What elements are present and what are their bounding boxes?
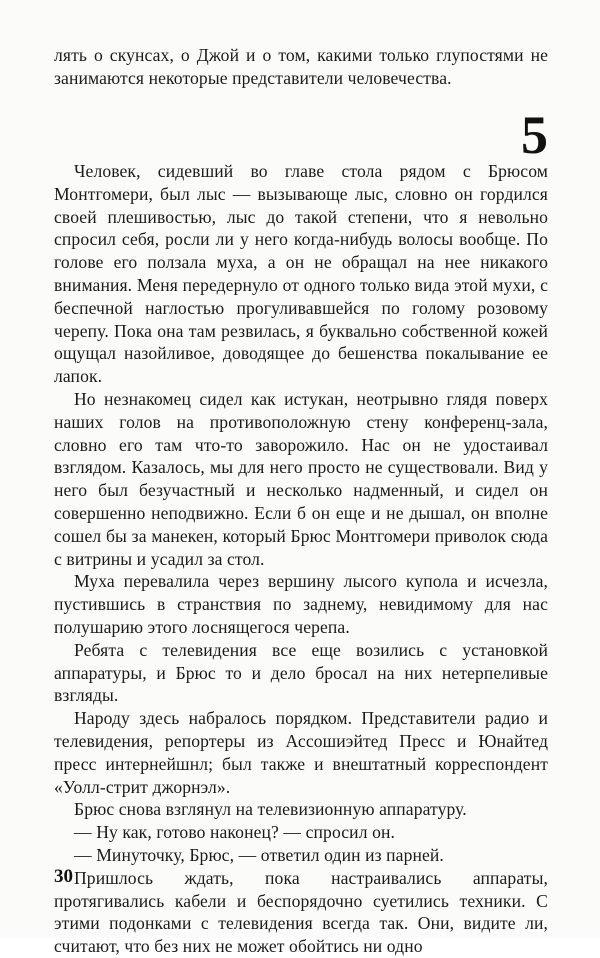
paragraph-5: Народу здесь набралось порядком. Представители радио и телевидения, репортеры из Ассошиэйтед Пресс и Юнайтед пресс интернейшнл; был также и внештатный корреспондент «Уолл-стрит джорнэл». [54, 708, 548, 797]
paragraph-2: Но незнакомец сидел как истукан, неотрывно глядя поверх наших голов на противоположную стену конференц-зала, словно его там что-то заворожило. Нас он не удостаивал взглядом. Казалось, мы для него просто не существовали. Вид у него был безучастный и несколько надменный, и сидел он совершенно неподвижно. Если б он еще и не дышал, он вполне сошел бы за манекен, который Брюс Монтгомери приволок сюда с витрины и усадил за стол. [54, 388, 548, 569]
paragraph-8: — Минуточку, Брюс, — ответил один из парней. [74, 844, 444, 865]
continuation-text-block [54, 44, 548, 90]
paragraph-7: — Ну как, готово наконец? — спросил он. [74, 822, 395, 843]
paragraph-1: Человек, сидевший во главе стола рядом с Брюсом Монтгомери, был лыс — вызывающе лыс, словно он гордился своей плешивостью, лыс до такой степени, что я невольно спросил себя, росли ли у него когда-нибудь волосы вообще. По голове его ползала муха, а он не обращал на нее никакого внимания. Меня передернуло от одного только вида этой мухи, с беспечной наглостью прогуливавшейся по голому розовому черепу. Пока она там резвилась, я буквально собственной кожей ощущал назойливое, доводящее до бешенства покалывание ее лапок. [54, 161, 548, 387]
chapter-number: 5 [521, 105, 548, 165]
continuation-paragraph: лять о скунсах, о Джой и о том, какими только глупостями не занимаются некоторые представители человечества. [54, 45, 548, 88]
paragraph-3: Муха перевалила через вершину лысого купола и исчезла, пустившись в странствия по заднему, невидимому для нас полушарию этого лоснящегося черепа. [54, 571, 548, 637]
paragraph-6: Брюс снова взглянул на телевизионную аппаратуру. [74, 799, 467, 820]
paragraph-9: Пришлось ждать, пока настраивались аппараты, протягивались кабели и беспорядочно суетились техники. С этими подонками с телевидения всегда так. Они, видите ли, считают, что без них не может обойтись ни одно [54, 867, 548, 957]
paragraph-4: Ребята с телевидения все еще возились с установкой аппаратуры, и Брюс то и дело бросал на них нетерпеливые взгляды. [54, 639, 548, 706]
chapter-body [54, 160, 548, 958]
page-number: 30 [54, 866, 73, 887]
